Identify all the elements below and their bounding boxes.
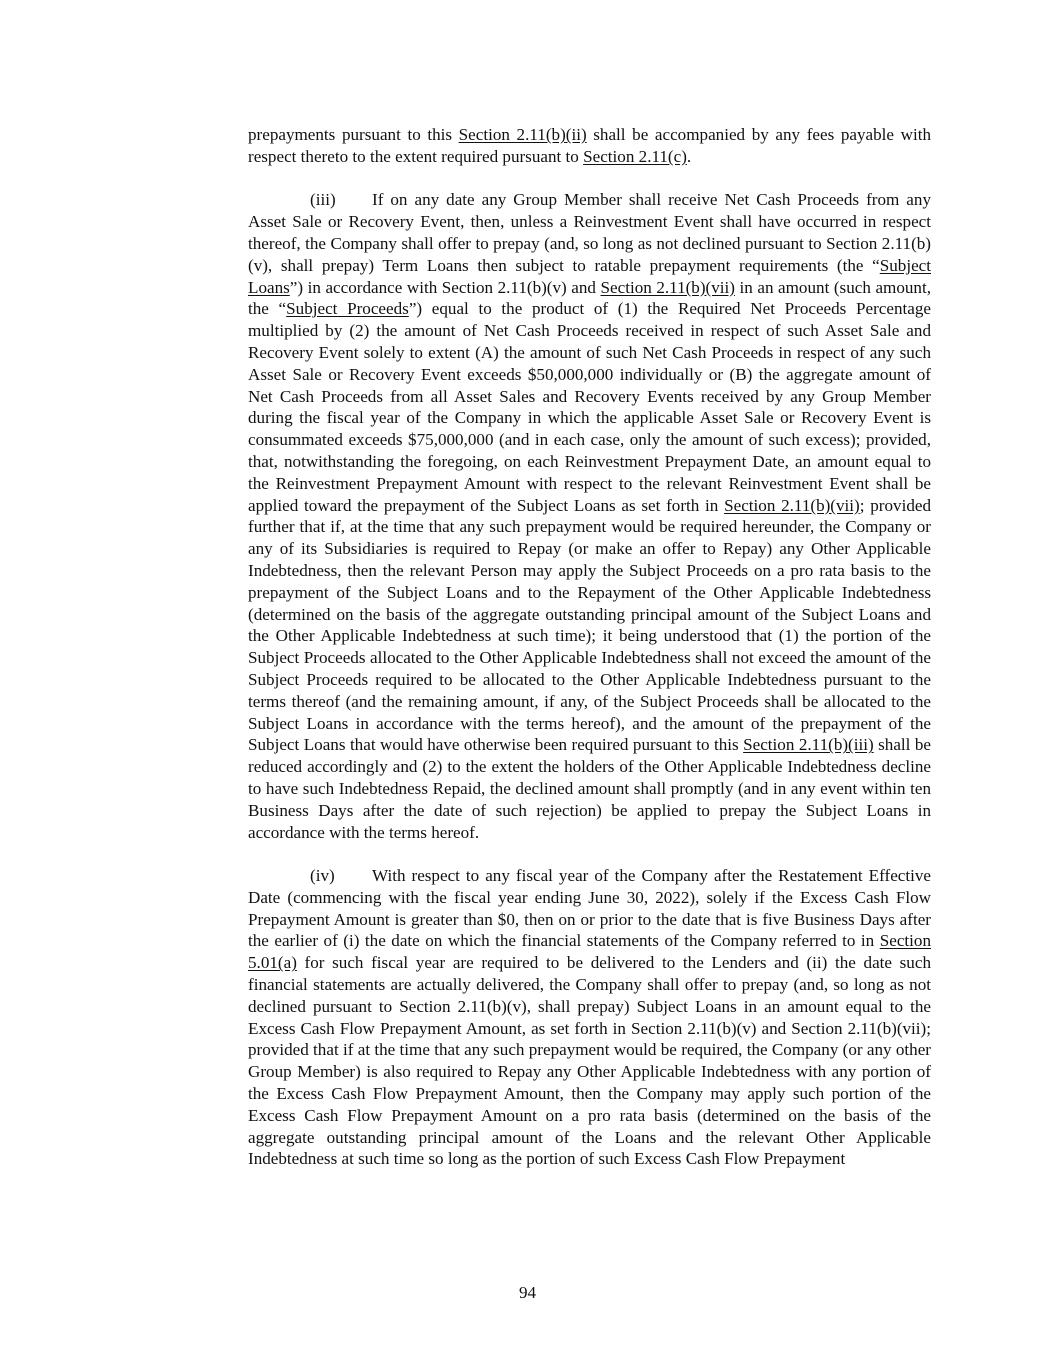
text-run: . — [686, 146, 692, 166]
text-run: for such fiscal year are required to be delivered to the Lenders and (ii) the date such financial statements are actually delivered, the Company shall offer to prepay (and, so long as not declined pursuant to Section 2.11(b)(v), shall prepay) Subject Loans in an amount equal to the Excess Cash Flow Prepayment Amount, as set forth in Section 2.11(b)(v) and Section 2.11(b)(vii); provided that if at the time that any such prepayment would be required, the Company (or any other Group Member) is also required to Repay any Other Applicable Indebtedness with any portion of the Excess Cash Flow Prepayment Amount, then the Company may apply such portion of the Excess Cash Flow Prepayment Amount on a pro rata basis (determined on the basis of the aggregate outstanding principal amount of the Loans and the relevant Other Applicable Indebtedness at such time so long as the portion of such Excess Cash Flow Prepayment — [248, 953, 931, 1169]
text-run: ”) in accordance with Section 2.11(b)(v) and — [289, 277, 601, 297]
section-reference: Section 2.11(b)(vii) — [600, 277, 735, 297]
document-body — [248, 124, 931, 1192]
page-number: 94 — [518, 1283, 537, 1302]
text-run: With respect to any fiscal year of the Company after the Restatement Effective Date (commencing with the fiscal year ending June 30, 2022), solely if the Excess Cash Flow Prepayment Amount is greater than $0, then on or prior to the date that is five Business Days after the earlier of (i) the date on which the financial statements of the Company referred to in — [248, 866, 931, 951]
section-reference: Section 5.01(a) — [248, 931, 931, 973]
section-reference: Section 2.11(b)(ii) — [458, 125, 587, 144]
text-run: If on any date any Group Member shall receive Net Cash Proceeds from any Asset Sale or Recovery Event, then, unless a Reinvestment Event shall have occurred in respect thereof, the Company shall offer to prepay (and, so long as not declined pursuant to Section 2.11(b)(v), shall prepay) Term Loans then subject to ratable prepayment requirements (the “ — [248, 190, 931, 275]
clause-number: (iv) — [310, 866, 335, 886]
clause-number: (iii) — [310, 190, 336, 210]
section-reference: Section 2.11(c) — [583, 146, 687, 166]
text-run: shall be accompanied by any fees payable with respect thereto to the extent required pursuant to — [248, 125, 932, 166]
paragraph-continuation — [248, 124, 931, 168]
section-reference: Section 2.11(b)(vii) — [724, 495, 860, 515]
text-run: ”) equal to the product of (1) the Required Net Proceeds Percentage multiplied by (2) the amount of Net Cash Proceeds received in respect of such Asset Sale and Recovery Event solely to extent (A) the amount of such Net Cash Proceeds in respect of any such Asset Sale or Recovery Event exceeds $50,000,000 individually or (B) the aggregate amount of Net Cash Proceeds from all Asset Sales and Recovery Events received by any Group Member during the fiscal year of the Company in which the applicable Asset Sale or Recovery Event is consummated exceeds $75,000,000 (and in each case, only the amount of such excess); provided, that, notwithstanding the foregoing, on each Reinvestment Prepayment Date, an amount equal to the Reinvestment Prepayment Amount with respect to the relevant Reinvestment Event shall be applied toward the prepayment of the Subject Loans as set forth in — [248, 299, 931, 515]
text-run: shall be reduced accordingly and (2) to the extent the holders of the Other Applicable Indebtedness decline to have such Indebtedness Repaid, the declined amount shall promptly (and in any event within ten Business Days after the date of such rejection) be applied to prepay the Subject Loans in accordance with the terms hereof. — [248, 735, 931, 842]
defined-term: Subject Proceeds — [286, 299, 409, 319]
paragraph-iv — [248, 865, 931, 1170]
section-reference: Section 2.11(b)(iii) — [743, 735, 874, 755]
paragraph-iii — [248, 189, 931, 843]
text-run: prepayments pursuant to this — [248, 125, 459, 144]
defined-term: Subject Loans — [248, 255, 931, 297]
text-run: ; provided further that if, at the time that any such prepayment would be required hereunder, the Company or any of its Subsidiaries is required to Repay (or make an offer to Repay) any Other Applicable Indebtedness, then the relevant Person may apply the Subject Proceeds on a pro rata basis to the prepayment of the Subject Loans and to the Repayment of the Other Applicable Indebtedness (determined on the basis of the aggregate outstanding principal amount of the Subject Loans and the Other Applicable Indebtedness at such time); it being understood that (1) the portion of the Subject Proceeds allocated to the Other Applicable Indebtedness shall not exceed the amount of the Subject Proceeds required to be allocated to the Other Applicable Indebtedness pursuant to the terms thereof (and the remaining amount, if any, of the Subject Proceeds shall be allocated to the Subject Loans in accordance with the terms hereof), and the amount of the prepayment of the Subject Loans that would have otherwise been required pursuant to this — [248, 495, 931, 755]
text-run: in an amount (such amount, the “ — [248, 277, 931, 319]
